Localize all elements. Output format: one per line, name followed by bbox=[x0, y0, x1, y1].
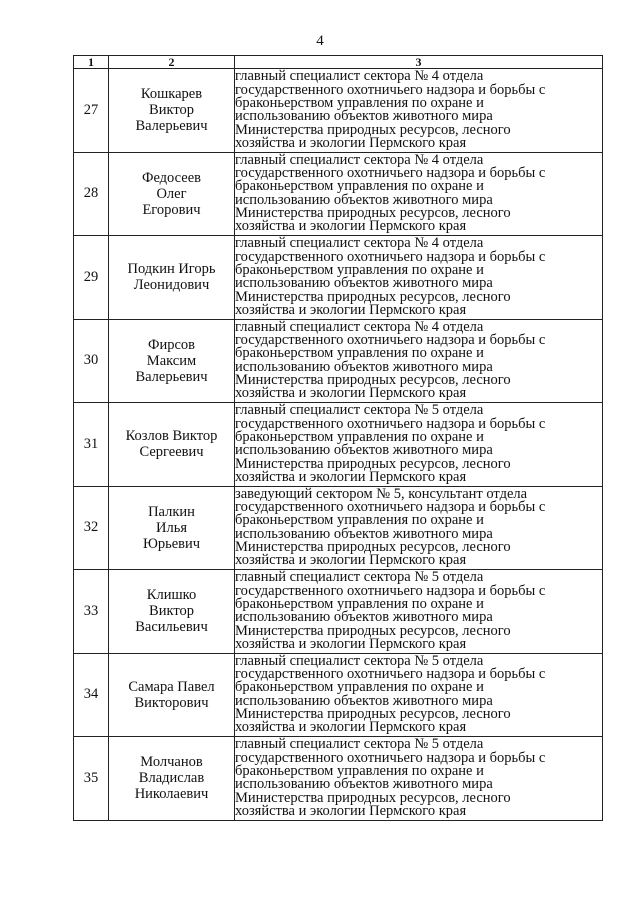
employee-position-line: государственного охотничьего надзора и борьбы с bbox=[235, 81, 546, 98]
table-header-row bbox=[74, 56, 603, 69]
employee-name-line: Виктор bbox=[149, 603, 194, 620]
row-number: 28 bbox=[74, 152, 109, 236]
employee-name bbox=[109, 486, 235, 570]
employee-position-line: главный специалист сектора № 5 отдела bbox=[235, 736, 484, 753]
employee-position-line: использованию объектов животного мира bbox=[235, 525, 493, 542]
row-number: 31 bbox=[74, 403, 109, 487]
employee-position-line: главный специалист сектора № 5 отдела bbox=[235, 569, 484, 586]
employee-name-line: Виктор bbox=[149, 102, 194, 119]
employee-position-line: государственного охотничьего надзора и борьбы с bbox=[235, 332, 546, 349]
employee-name-line: Викторович bbox=[134, 694, 209, 711]
employee-name bbox=[109, 570, 235, 654]
employee-position-line: хозяйства и экологии Пермского края bbox=[235, 552, 467, 569]
employee-position-line: хозяйства и экологии Пермского края bbox=[235, 468, 467, 485]
employee-position-line: главный специалист сектора № 4 отдела bbox=[235, 151, 484, 168]
employee-position-line: Министерства природных ресурсов, лесного bbox=[235, 455, 511, 472]
employee-position-line: браконьерством управления по охране и bbox=[235, 94, 484, 111]
employee-position-line: использованию объектов животного мира bbox=[235, 776, 493, 793]
employee-position-line: браконьерством управления по охране и bbox=[235, 345, 484, 362]
employee-name-line: Егорович bbox=[142, 201, 201, 218]
employee-position-line: хозяйства и экологии Пермского края bbox=[235, 385, 467, 402]
employee-position-line: Министерства природных ресурсов, лесного bbox=[235, 121, 511, 138]
employee-position-line: браконьерством управления по охране и bbox=[235, 178, 484, 195]
column-header-name: 2 bbox=[109, 56, 235, 69]
employee-position-line: использованию объектов животного мира bbox=[235, 442, 493, 459]
row-number: 35 bbox=[74, 737, 109, 821]
row-number: 27 bbox=[74, 69, 109, 153]
employee-position-line: использованию объектов животного мира bbox=[235, 609, 493, 626]
employee-position-line: главный специалист сектора № 5 отдела bbox=[235, 402, 484, 419]
row-number: 32 bbox=[74, 486, 109, 570]
employee-position-line: Министерства природных ресурсов, лесного bbox=[235, 622, 511, 639]
table-body bbox=[74, 69, 603, 821]
column-header-position: 3 bbox=[235, 56, 603, 69]
employee-name bbox=[109, 152, 235, 236]
employee-position-line: хозяйства и экологии Пермского края bbox=[235, 134, 467, 151]
employee-name-line: Сергеевич bbox=[139, 444, 204, 461]
employee-name-line: Юрьевич bbox=[142, 535, 201, 552]
employee-name-line: Олег bbox=[156, 185, 187, 202]
employee-position-line: браконьерством управления по охране и bbox=[235, 261, 484, 278]
table-row bbox=[74, 570, 603, 654]
employee-position-line: браконьерством управления по охране и bbox=[235, 762, 484, 779]
employee-position-line: Министерства природных ресурсов, лесного bbox=[235, 706, 511, 723]
row-number: 33 bbox=[74, 570, 109, 654]
employee-name-line: Леонидович bbox=[133, 277, 210, 294]
employee-name-line: Федосеев bbox=[141, 169, 202, 186]
row-number: 30 bbox=[74, 319, 109, 403]
employee-position-line: использованию объектов животного мира bbox=[235, 358, 493, 375]
employee-name-line: Владислав bbox=[138, 770, 205, 787]
employee-name-line: Васильевич bbox=[135, 619, 208, 636]
employee-name-line: Валерьевич bbox=[135, 368, 208, 385]
employee-position-line: Министерства природных ресурсов, лесного bbox=[235, 372, 511, 389]
employee-position bbox=[235, 653, 603, 737]
employee-position-line: государственного охотничьего надзора и борьбы с bbox=[235, 666, 546, 683]
employee-position-line: браконьерством управления по охране и bbox=[235, 595, 484, 612]
employee-position-line: браконьерством управления по охране и bbox=[235, 679, 484, 696]
employee-position-line: заведующий сектором № 5, консультант отдела bbox=[235, 485, 528, 502]
employee-position bbox=[235, 152, 603, 236]
employee-position-line: главный специалист сектора № 4 отдела bbox=[235, 68, 484, 85]
employee-name-line: Палкин bbox=[148, 503, 195, 520]
employee-name-line: Молчанов bbox=[140, 754, 203, 771]
employee-position-line: Министерства природных ресурсов, лесного bbox=[235, 539, 511, 556]
table-row bbox=[74, 486, 603, 570]
employee-position-line: использованию объектов животного мира bbox=[235, 692, 493, 709]
employee-position-line: государственного охотничьего надзора и борьбы с bbox=[235, 582, 546, 599]
employee-position-line: использованию объектов животного мира bbox=[235, 275, 493, 292]
employee-position-line: браконьерством управления по охране и bbox=[235, 428, 484, 445]
employee-name-line: Подкин Игорь bbox=[127, 261, 216, 278]
employee-position-line: хозяйства и экологии Пермского края bbox=[235, 719, 467, 736]
column-header-number: 1 bbox=[74, 56, 109, 69]
table-row bbox=[74, 737, 603, 821]
employee-position-line: государственного охотничьего надзора и борьбы с bbox=[235, 415, 546, 432]
employee-name bbox=[109, 403, 235, 487]
row-number: 34 bbox=[74, 653, 109, 737]
employee-position-line: главный специалист сектора № 5 отдела bbox=[235, 652, 484, 669]
employee-position-line: главный специалист сектора № 4 отдела bbox=[235, 318, 484, 335]
table-row bbox=[74, 403, 603, 487]
employee-name-line: Самара Павел bbox=[128, 678, 215, 695]
employee-name bbox=[109, 737, 235, 821]
employee-position-line: хозяйства и экологии Пермского края bbox=[235, 635, 467, 652]
employee-name bbox=[109, 319, 235, 403]
employee-position-line: государственного охотничьего надзора и борьбы с bbox=[235, 499, 546, 516]
employee-position bbox=[235, 570, 603, 654]
employee-position bbox=[235, 69, 603, 153]
employee-name-line: Валерьевич bbox=[135, 118, 208, 135]
employee-name bbox=[109, 69, 235, 153]
employee-name bbox=[109, 236, 235, 320]
employee-position-line: хозяйства и экологии Пермского края bbox=[235, 301, 467, 318]
employee-position-line: использованию объектов животного мира bbox=[235, 191, 493, 208]
employee-name-line: Клишко bbox=[146, 587, 197, 604]
table-row bbox=[74, 653, 603, 737]
table-row bbox=[74, 152, 603, 236]
table-row bbox=[74, 319, 603, 403]
employee-position-line: главный специалист сектора № 4 отдела bbox=[235, 235, 484, 252]
employee-position-line: Министерства природных ресурсов, лесного bbox=[235, 288, 511, 305]
employee-position bbox=[235, 403, 603, 487]
table-row bbox=[74, 69, 603, 153]
employee-position-line: браконьерством управления по охране и bbox=[235, 512, 484, 529]
employee-name-line: Козлов Виктор bbox=[125, 428, 218, 445]
row-number: 29 bbox=[74, 236, 109, 320]
employee-position bbox=[235, 737, 603, 821]
employee-name-line: Илья bbox=[156, 519, 187, 536]
employee-name-line: Максим bbox=[146, 352, 197, 369]
employee-name-line: Кошкарев bbox=[140, 86, 203, 103]
employee-name-line: Фирсов bbox=[148, 336, 195, 353]
employee-position bbox=[235, 319, 603, 403]
page-number: 4 bbox=[316, 33, 324, 49]
employee-position-line: Министерства природных ресурсов, лесного bbox=[235, 789, 511, 806]
staff-table bbox=[73, 55, 603, 821]
employee-position-line: хозяйства и экологии Пермского края bbox=[235, 218, 467, 235]
employee-position-line: хозяйства и экологии Пермского края bbox=[235, 802, 467, 819]
employee-position-line: государственного охотничьего надзора и борьбы с bbox=[235, 165, 546, 182]
employee-position bbox=[235, 236, 603, 320]
employee-position-line: использованию объектов животного мира bbox=[235, 108, 493, 125]
employee-position-line: Министерства природных ресурсов, лесного bbox=[235, 205, 511, 222]
table-row bbox=[74, 236, 603, 320]
employee-name-line: Николаевич bbox=[134, 786, 209, 803]
employee-position-line: государственного охотничьего надзора и борьбы с bbox=[235, 248, 546, 265]
employee-position-line: государственного охотничьего надзора и борьбы с bbox=[235, 749, 546, 766]
employee-name bbox=[109, 653, 235, 737]
employee-position bbox=[235, 486, 603, 570]
